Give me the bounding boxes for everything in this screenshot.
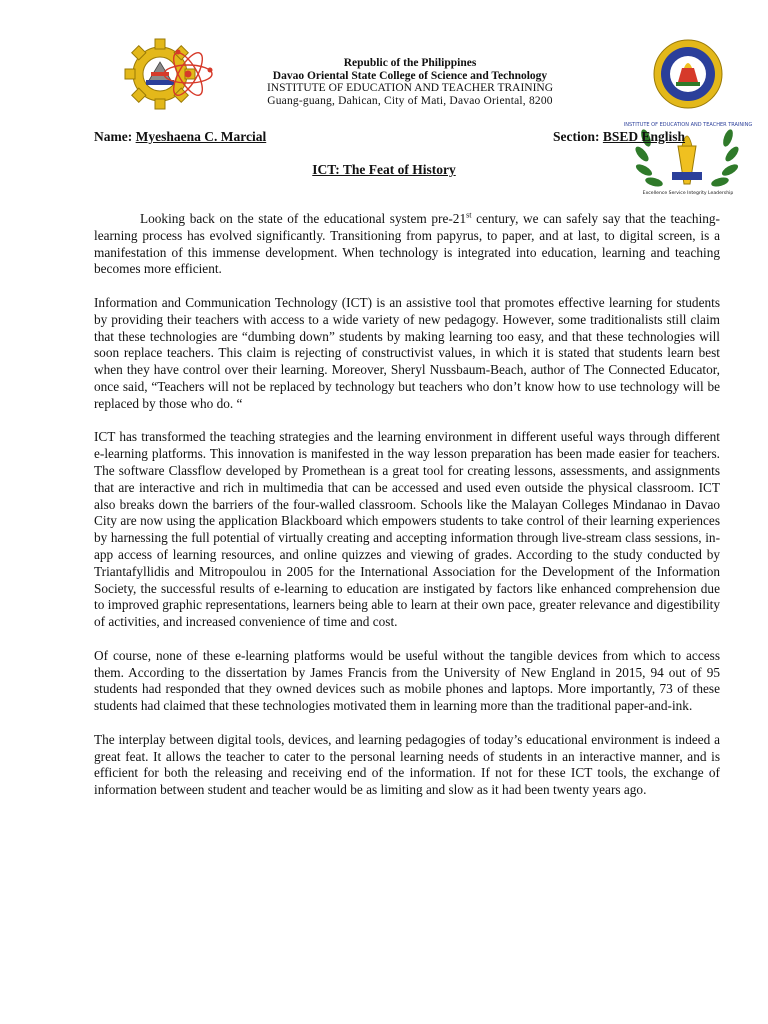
- paragraph-1-end: century, we can safely say that the teaching-learning process has evolved significantly. Transitioning from papyrus, to paper, and at last, to digital screen, is a manifestation of this immense development. When technology is integrated into education, learning and teaching becomes more efficient.: [94, 211, 720, 277]
- name-label: Name:: [94, 129, 133, 144]
- paragraph-5: The interplay between digital tools, devices, and learning pedagogies of today’s educational environment is indeed a great feat. It allows the teacher to cater to the personal learning needs of students in an interactive manner, and is efficient for both the releasing and receiving end of the information. If not for these ICT tools, the exchange of information between student and teacher would be as limiting and slow as it had been twenty years ago.: [94, 731, 720, 798]
- paragraph-3: ICT has transformed the teaching strategies and the learning environment in different useful ways through different e-learning platforms. This innovation is manifested in the way lesson preparation has been made easier for teachers. The software Classflow developed by Promethean is a great tool for creating lessons, assessments, and assignments that are interactive and rich in multimedia that can be accessed and used even outside the physical classroom. ICT also breaks down the barriers of the four-walled classroom. Schools like the Malayan Colleges Mindanao in Davao City are now using the application Blackboard which empowers students to take control of their learning experiences by harnessing the full potential of virtually creating and accepting information through live-stream class sessions, in-app access of learning resources, and online quizzes and viewing of grades. According to the study conducted by Triantafyllidis and Mitropoulou in 2005 for the International Association for the Development of the Information Society, the successful results of e-learning to education are instigated by factors like enhanced comprehension due to improved graphic representations, learners being able to learn at their own pace, greater relevance and digestibility of activities, and increased convenience of time and cost.: [94, 429, 720, 630]
- institute-seal-icon: [623, 34, 753, 212]
- header-institute: INSTITUTE OF EDUCATION AND TEACHER TRAINING: [266, 82, 554, 94]
- essay-body: [94, 211, 720, 816]
- essay-title: [0, 162, 768, 178]
- college-logo-icon: [122, 36, 222, 110]
- seal-motto-text: Excellence Service Integrity Leadership: [642, 191, 734, 196]
- header-college: Davao Oriental State College of Science and Technology: [272, 69, 548, 82]
- section-value: BSED English: [602, 129, 686, 144]
- essay-title-text: ICT: The Feat of History: [312, 162, 456, 177]
- paragraph-1-start: Looking back on the state of the educational system pre-21: [140, 211, 467, 226]
- paragraph-1-superscript: st: [466, 210, 472, 220]
- student-section: [553, 129, 685, 145]
- name-value: Myeshaena C. Marcial: [135, 129, 267, 144]
- paragraph-2: Information and Communication Technology (ICT) is an assistive tool that promotes effective learning for students by providing their teachers with access to a wide variety of new pedagogy. However, some traditionalists still claim that these technologies are “dumbing down” students by making learning too easy, and that these technologies will soon replace teachers. This claim is rejecting of constructivist values, in which it is stated that students learn best when they have control over their learning. Moreover, Sheryl Nussbaum-Beach, author of The Connected Educator, once said, “Teachers will not be replaced by technology but teachers who don’t know how to use technology will be replaced by those who do. “: [94, 294, 720, 411]
- paragraph-1: [94, 211, 720, 278]
- header-republic: Republic of the Philippines: [343, 57, 477, 69]
- header-address: Guang-guang, Dahican, City of Mati, Davao Oriental, 8200: [267, 94, 553, 107]
- student-name: [94, 129, 266, 145]
- letterhead: [210, 57, 610, 107]
- paragraph-4: Of course, none of these e-learning platforms would be useful without the tangible devices from which to access them. According to the dissertation by James Francis from the University of New England in 2015, 94 out of 95 students had responded that they owned devices such as mobile phones and laptops. More importantly, 73 of these students had claimed that these technologies motivated them in learning more than the traditional paper-and-ink.: [94, 647, 720, 714]
- section-label: Section:: [553, 129, 600, 144]
- seal-ring-text: INSTITUTE OF EDUCATION AND TEACHER TRAINING: [623, 122, 753, 128]
